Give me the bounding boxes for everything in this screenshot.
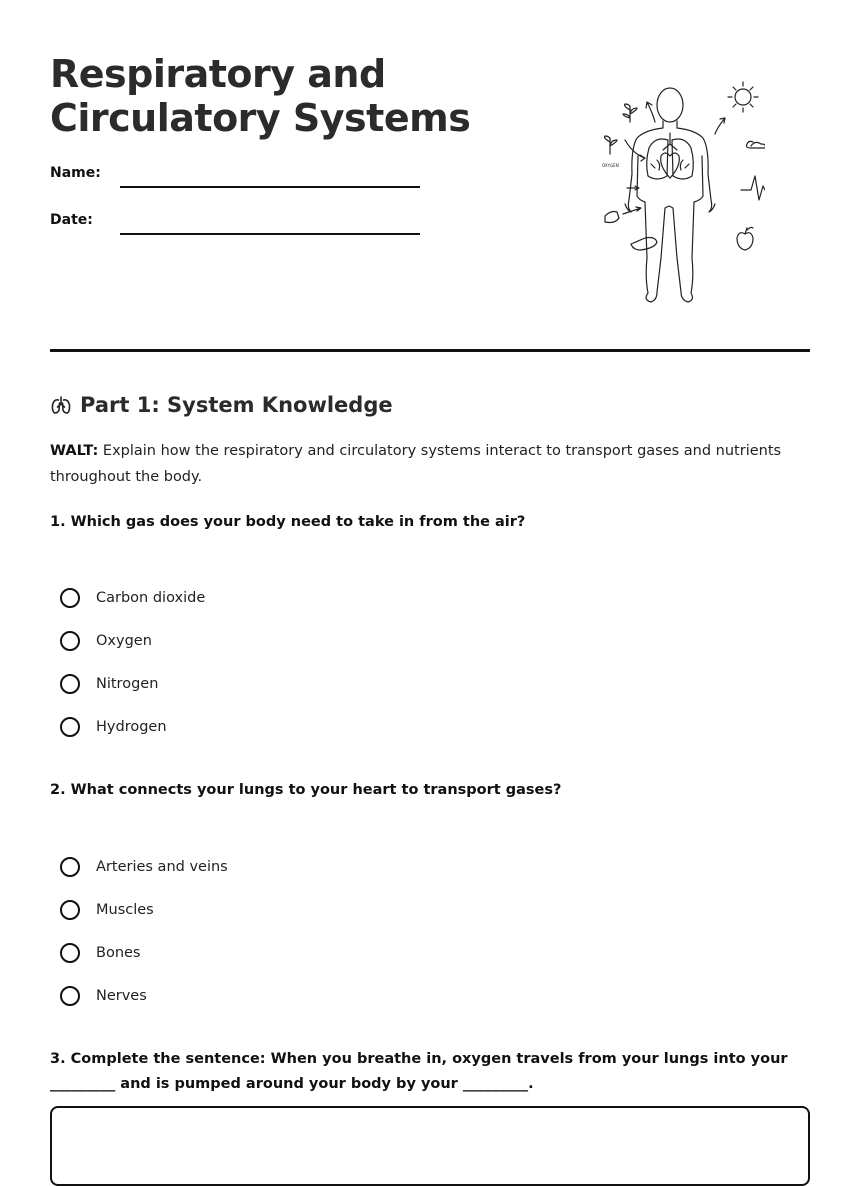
option-label: Oxygen (96, 632, 152, 649)
radio-button[interactable] (60, 943, 80, 963)
option-label: Nerves (96, 987, 147, 1004)
heartbeat-icon (741, 176, 765, 200)
question-2-text: 2. What connects your lungs to your heart to transport gases? (50, 782, 562, 798)
name-field-row (50, 162, 420, 192)
radio-button[interactable] (60, 717, 80, 737)
lungs-icon (50, 394, 72, 416)
option-label: Arteries and veins (96, 858, 228, 875)
walt-statement (50, 438, 790, 490)
radio-button[interactable] (60, 674, 80, 694)
question-2-options (60, 845, 228, 1017)
question-2-option-bones[interactable] (60, 931, 228, 974)
question-1-option-carbon-dioxide[interactable] (60, 576, 205, 619)
option-label: Muscles (96, 901, 154, 918)
cloud-icon (747, 141, 766, 148)
question-3-text: 3. Complete the sentence: When you breathe in, oxygen travels from your lungs into your _________ and is pumped around your body by your _________. (50, 1051, 788, 1092)
option-label: Hydrogen (96, 718, 167, 735)
part1-heading-text: Part 1: System Knowledge (80, 393, 393, 417)
part1-heading (50, 390, 393, 420)
question-2-option-nerves[interactable] (60, 974, 228, 1017)
header-divider (50, 349, 810, 352)
worksheet-page (50, 0, 810, 1161)
date-field-row (50, 209, 420, 239)
plant-icon (605, 104, 637, 154)
date-input-line[interactable] (120, 233, 420, 235)
question-1-option-oxygen[interactable] (60, 619, 205, 662)
radio-button[interactable] (60, 631, 80, 651)
question-2-option-arteries-and-veins[interactable] (60, 845, 228, 888)
option-label: Carbon dioxide (96, 589, 206, 606)
option-label: Bones (96, 944, 141, 961)
body-systems-illustration (575, 78, 765, 310)
human-body-icon (625, 88, 715, 302)
title-line-2: Circulatory Systems (50, 96, 471, 140)
title-line-1: Respiratory and (50, 52, 386, 96)
walt-label: WALT: (50, 443, 99, 459)
svg-text:OXYGEN: OXYGEN (602, 163, 619, 168)
name-input-line[interactable] (120, 186, 420, 188)
question-1-option-nitrogen[interactable] (60, 662, 205, 705)
question-1-options (60, 576, 205, 748)
radio-button[interactable] (60, 857, 80, 877)
name-label: Name: (50, 165, 101, 181)
walt-text: Explain how the respiratory and circulatory systems interact to transport gases and nutrients throughout the body. (50, 443, 782, 485)
question-1-text: 1. Which gas does your body need to take in from the air? (50, 514, 526, 530)
radio-button[interactable] (60, 900, 80, 920)
option-label: Nitrogen (96, 675, 159, 692)
lungs-heart-icon (647, 133, 694, 179)
radio-button[interactable] (60, 986, 80, 1006)
radio-button[interactable] (60, 588, 80, 608)
question-2-option-muscles[interactable] (60, 888, 228, 931)
question-1-option-hydrogen[interactable] (60, 705, 205, 748)
worksheet-title (50, 52, 470, 140)
shoe-icon (605, 212, 657, 251)
sun-icon (728, 82, 758, 112)
question-3-answer-box[interactable] (50, 1106, 810, 1186)
date-label: Date: (50, 212, 93, 228)
apple-icon (737, 227, 753, 250)
